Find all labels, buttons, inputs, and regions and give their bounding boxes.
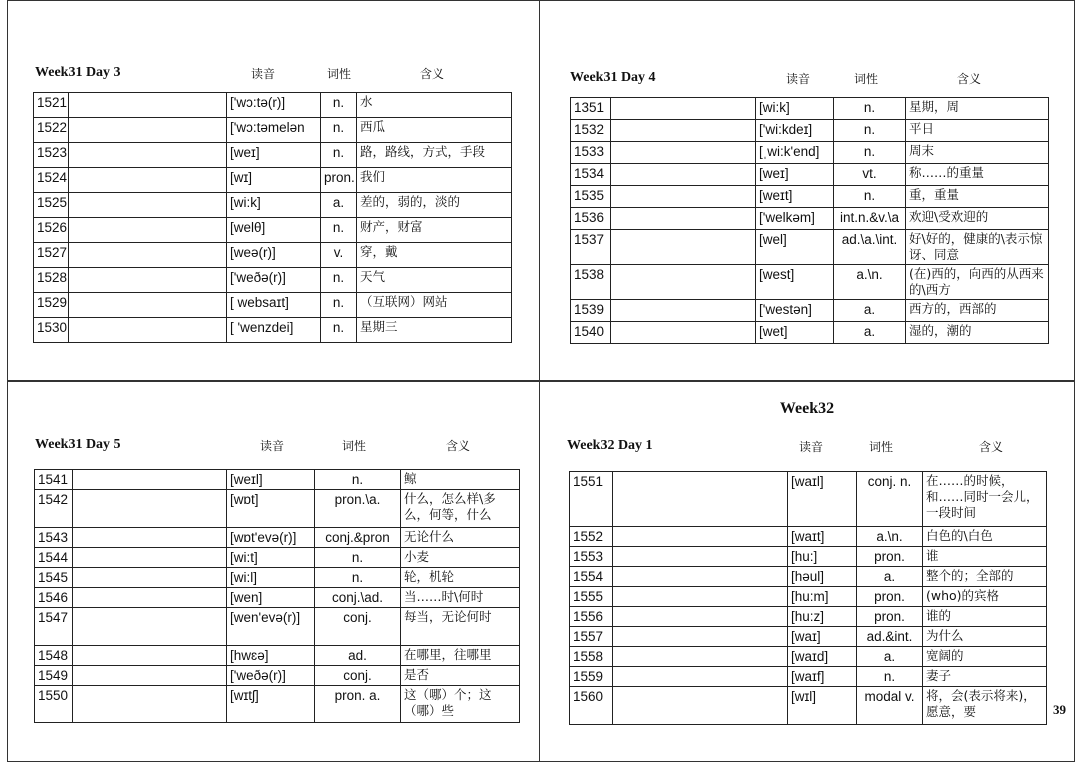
pos-cell: vt.	[834, 164, 906, 186]
meaning-cell: 差的，弱的，淡的	[357, 193, 512, 218]
num-cell: 1559	[570, 667, 613, 687]
ipa-cell: ['weðə(r)]	[227, 666, 315, 686]
meaning-cell: 什么，怎么样\多么，何等，什么	[401, 490, 520, 528]
table-row	[571, 164, 1049, 186]
pos-cell: conj.	[315, 608, 401, 646]
table-row	[35, 548, 520, 568]
pos-cell: ad.&int.	[857, 627, 923, 647]
blank-cell	[69, 243, 227, 268]
table-row	[34, 318, 512, 343]
blank-cell	[611, 98, 756, 120]
table-row	[34, 168, 512, 193]
table-row	[35, 646, 520, 666]
num-cell: 1540	[571, 322, 611, 344]
meaning-cell: (who)的宾格	[923, 587, 1047, 607]
num-cell: 1545	[35, 568, 73, 588]
meaning-cell: 谁	[923, 547, 1047, 567]
table-row	[571, 142, 1049, 164]
pos-cell: n.	[834, 98, 906, 120]
ipa-cell: [welθ]	[227, 218, 321, 243]
meaning-cell: 妻子	[923, 667, 1047, 687]
blank-cell	[73, 666, 227, 686]
pos-cell: pron. a.	[315, 686, 401, 723]
meaning-cell: 整个的；全部的	[923, 567, 1047, 587]
panel-week31-day4	[539, 0, 1075, 381]
blank-cell	[611, 164, 756, 186]
vocab-table	[33, 92, 512, 343]
blank-cell	[69, 268, 227, 293]
pos-cell: modal v.	[857, 687, 923, 725]
pos-cell: conj. n.	[857, 472, 923, 527]
meaning-cell: 西方的，西部的	[906, 300, 1049, 322]
ipa-cell: [wet]	[756, 322, 834, 344]
meaning-cell: 天气	[357, 268, 512, 293]
ipa-cell: ['wɔ:tə(r)]	[227, 93, 321, 118]
pos-cell: int.n.&v.\a	[834, 208, 906, 230]
pos-cell: conj.	[315, 666, 401, 686]
day-title: Week31 Day 5	[35, 437, 121, 452]
blank-cell	[69, 293, 227, 318]
num-cell: 1541	[35, 470, 73, 490]
blank-cell	[69, 143, 227, 168]
blank-cell	[611, 120, 756, 142]
num-cell: 1560	[570, 687, 613, 725]
ipa-cell: [hu:z]	[788, 607, 857, 627]
blank-cell	[73, 548, 227, 568]
pos-cell: n.	[321, 268, 357, 293]
num-cell: 1544	[35, 548, 73, 568]
ipa-cell: [waɪl]	[788, 472, 857, 527]
table-row	[35, 490, 520, 528]
num-cell: 1555	[570, 587, 613, 607]
table-row	[35, 608, 520, 646]
blank-cell	[73, 646, 227, 666]
pron-header: 读音	[251, 67, 276, 81]
meaning-cell: (在)西的，向西的从西来的\西方	[906, 265, 1049, 300]
ipa-cell: [west]	[756, 265, 834, 300]
pos-header: 词性	[869, 440, 894, 454]
header-row	[35, 437, 515, 455]
num-cell: 1550	[35, 686, 73, 723]
table-row	[35, 686, 520, 723]
pos-cell: n.	[834, 186, 906, 208]
num-cell: 1535	[571, 186, 611, 208]
panel-week31-day3	[7, 0, 540, 381]
meaning-cell: 财产，财富	[357, 218, 512, 243]
num-cell: 1522	[34, 118, 69, 143]
header-row	[570, 70, 1050, 88]
num-cell: 1539	[571, 300, 611, 322]
blank-cell	[613, 567, 788, 587]
pos-cell: n.	[321, 318, 357, 343]
meaning-cell: 轮，机轮	[401, 568, 520, 588]
table-row	[570, 547, 1047, 567]
meaning-cell: 无论什么	[401, 528, 520, 548]
pron-header: 读音	[260, 439, 285, 453]
ipa-cell: [wɪtʃ]	[227, 686, 315, 723]
num-cell: 1549	[35, 666, 73, 686]
pos-cell: pron.	[857, 587, 923, 607]
blank-cell	[611, 186, 756, 208]
meaning-cell: 将，会(表示将来)，愿意，要	[923, 687, 1047, 725]
meaning-cell: 水	[357, 93, 512, 118]
meaning-cell: 好\好的，健康的\表示惊讶、同意	[906, 230, 1049, 265]
meaning-cell: 星期三	[357, 318, 512, 343]
blank-cell	[69, 93, 227, 118]
blank-cell	[69, 318, 227, 343]
pos-cell: a.	[857, 647, 923, 667]
table-row	[571, 208, 1049, 230]
blank-cell	[73, 490, 227, 528]
pos-cell: n.	[315, 470, 401, 490]
header-row	[35, 65, 515, 83]
ipa-cell: [wel]	[756, 230, 834, 265]
meaning-cell: 西瓜	[357, 118, 512, 143]
table-row	[571, 186, 1049, 208]
ipa-cell: [wɒt'evə(r)]	[227, 528, 315, 548]
num-cell: 1526	[34, 218, 69, 243]
pos-cell: n.	[321, 143, 357, 168]
meaning-cell: 称……的重量	[906, 164, 1049, 186]
day-title: Week32 Day 1	[567, 438, 653, 453]
ipa-cell: ['westən]	[756, 300, 834, 322]
meaning-cell: 周末	[906, 142, 1049, 164]
blank-cell	[613, 587, 788, 607]
table-row	[34, 118, 512, 143]
meaning-cell: 我们	[357, 168, 512, 193]
table-row	[34, 268, 512, 293]
table-row	[571, 120, 1049, 142]
pos-cell: n.	[834, 120, 906, 142]
num-cell: 1537	[571, 230, 611, 265]
ipa-cell: [həul]	[788, 567, 857, 587]
num-cell: 1557	[570, 627, 613, 647]
num-cell: 1523	[34, 143, 69, 168]
table-row	[35, 666, 520, 686]
ipa-cell: ['welkəm]	[756, 208, 834, 230]
num-cell: 1351	[571, 98, 611, 120]
table-row	[570, 687, 1047, 725]
table-row	[570, 527, 1047, 547]
ipa-cell: ['weðə(r)]	[227, 268, 321, 293]
meaning-cell: 白色的\白色	[923, 527, 1047, 547]
meaning-cell: 当……时\何时	[401, 588, 520, 608]
table-row	[35, 528, 520, 548]
pos-cell: pron.	[857, 547, 923, 567]
blank-cell	[613, 647, 788, 667]
num-cell: 1551	[570, 472, 613, 527]
pos-cell: n.	[321, 118, 357, 143]
table-row	[570, 667, 1047, 687]
meaning-cell: 在哪里，往哪里	[401, 646, 520, 666]
table-row	[570, 587, 1047, 607]
meaning-cell: 重，重量	[906, 186, 1049, 208]
header-row	[567, 438, 1047, 456]
meaning-cell: 是否	[401, 666, 520, 686]
pos-cell: a.	[834, 300, 906, 322]
meaning-cell: 宽阔的	[923, 647, 1047, 667]
blank-cell	[611, 300, 756, 322]
vocab-table	[569, 471, 1047, 725]
num-cell: 1524	[34, 168, 69, 193]
pos-cell: v.	[321, 243, 357, 268]
ipa-cell: [wɪl]	[788, 687, 857, 725]
blank-cell	[611, 265, 756, 300]
blank-cell	[73, 470, 227, 490]
pos-cell: pron.\a.	[315, 490, 401, 528]
num-cell: 1553	[570, 547, 613, 567]
pos-cell: n.	[315, 568, 401, 588]
meaning-header: 含义	[979, 440, 1004, 454]
table-row	[570, 567, 1047, 587]
num-cell: 1538	[571, 265, 611, 300]
num-cell: 1525	[34, 193, 69, 218]
pos-cell: a.	[857, 567, 923, 587]
pos-cell: a.\n.	[834, 265, 906, 300]
table-row	[34, 193, 512, 218]
blank-cell	[611, 322, 756, 344]
blank-cell	[611, 230, 756, 265]
meaning-cell: 平日	[906, 120, 1049, 142]
page-number: 39	[1053, 702, 1066, 717]
blank-cell	[73, 568, 227, 588]
table-row	[35, 470, 520, 490]
pos-header: 词性	[327, 67, 352, 81]
table-row	[570, 607, 1047, 627]
ipa-cell: [waɪt]	[788, 527, 857, 547]
ipa-cell: [hu:]	[788, 547, 857, 567]
pos-cell: a.	[321, 193, 357, 218]
day-title: Week31 Day 4	[570, 70, 656, 85]
table-row	[570, 647, 1047, 667]
meaning-cell: 小麦	[401, 548, 520, 568]
blank-cell	[613, 607, 788, 627]
pos-cell: n.	[321, 93, 357, 118]
ipa-cell: [waɪf]	[788, 667, 857, 687]
ipa-cell: ['wɔ:təmelən	[227, 118, 321, 143]
num-cell: 1527	[34, 243, 69, 268]
ipa-cell: [wɒt]	[227, 490, 315, 528]
pos-cell: n.	[321, 218, 357, 243]
blank-cell	[69, 193, 227, 218]
pos-cell: n.	[321, 293, 357, 318]
table-row	[35, 568, 520, 588]
num-cell: 1543	[35, 528, 73, 548]
ipa-cell: [wen'evə(r)]	[227, 608, 315, 646]
ipa-cell: [ˌwi:k'end]	[756, 142, 834, 164]
panel-week31-day5	[7, 381, 540, 762]
pos-cell: conj.\ad.	[315, 588, 401, 608]
vocab-table	[34, 469, 520, 723]
ipa-cell: [wi:l]	[227, 568, 315, 588]
pos-header: 词性	[342, 439, 367, 453]
meaning-header: 含义	[420, 67, 445, 81]
num-cell: 1548	[35, 646, 73, 666]
pos-cell: ad.	[315, 646, 401, 666]
table-row	[571, 230, 1049, 265]
table-row	[34, 243, 512, 268]
pos-cell: a.	[834, 322, 906, 344]
meaning-cell: 每当，无论何时	[401, 608, 520, 646]
blank-cell	[73, 528, 227, 548]
num-cell: 1528	[34, 268, 69, 293]
blank-cell	[611, 142, 756, 164]
week-title: Week32	[779, 400, 835, 417]
ipa-cell: [wi:k]	[227, 193, 321, 218]
num-cell: 1546	[35, 588, 73, 608]
ipa-cell: [wi:t]	[227, 548, 315, 568]
pos-cell: n.	[857, 667, 923, 687]
ipa-cell: [waɪ]	[788, 627, 857, 647]
table-row	[570, 472, 1047, 527]
blank-cell	[613, 627, 788, 647]
num-cell: 1529	[34, 293, 69, 318]
vocab-table	[570, 97, 1049, 344]
ipa-cell: [wen]	[227, 588, 315, 608]
num-cell: 1534	[571, 164, 611, 186]
blank-cell	[73, 686, 227, 723]
meaning-cell: 穿，戴	[357, 243, 512, 268]
num-cell: 1536	[571, 208, 611, 230]
num-cell: 1542	[35, 490, 73, 528]
table-row	[571, 265, 1049, 300]
meaning-header: 含义	[446, 439, 471, 453]
ipa-cell: [weə(r)]	[227, 243, 321, 268]
table-row	[34, 143, 512, 168]
num-cell: 1558	[570, 647, 613, 667]
ipa-cell: [wi:k]	[756, 98, 834, 120]
pos-cell: n.	[834, 142, 906, 164]
ipa-cell: [hu:m]	[788, 587, 857, 607]
blank-cell	[611, 208, 756, 230]
day-title: Week31 Day 3	[35, 65, 121, 80]
pos-cell: a.\n.	[857, 527, 923, 547]
num-cell: 1530	[34, 318, 69, 343]
pos-cell: ad.\a.\int.	[834, 230, 906, 265]
num-cell: 1554	[570, 567, 613, 587]
blank-cell	[613, 547, 788, 567]
meaning-cell: 谁的	[923, 607, 1047, 627]
meaning-cell: 这（哪）个；这（哪）些	[401, 686, 520, 723]
blank-cell	[73, 608, 227, 646]
table-row	[571, 300, 1049, 322]
ipa-cell: [weɪ]	[227, 143, 321, 168]
meaning-cell: （互联网）网站	[357, 293, 512, 318]
pos-header: 词性	[854, 72, 879, 86]
table-row	[34, 93, 512, 118]
num-cell: 1547	[35, 608, 73, 646]
blank-cell	[73, 588, 227, 608]
meaning-cell: 欢迎\受欢迎的	[906, 208, 1049, 230]
ipa-cell: [weɪl]	[227, 470, 315, 490]
pos-cell: n.	[315, 548, 401, 568]
num-cell: 1552	[570, 527, 613, 547]
pron-header: 读音	[786, 72, 811, 86]
meaning-cell: 湿的，潮的	[906, 322, 1049, 344]
ipa-cell: [weɪt]	[756, 186, 834, 208]
num-cell: 1521	[34, 93, 69, 118]
meaning-cell: 星期，周	[906, 98, 1049, 120]
meaning-cell: 鲸	[401, 470, 520, 490]
blank-cell	[613, 527, 788, 547]
table-row	[34, 218, 512, 243]
pos-cell: pron.	[321, 168, 357, 193]
ipa-cell: ['wi:kdeɪ]	[756, 120, 834, 142]
ipa-cell: [waɪd]	[788, 647, 857, 667]
pos-cell: pron.	[857, 607, 923, 627]
panel-week32-day1	[539, 381, 1075, 762]
table-row	[570, 627, 1047, 647]
num-cell: 1533	[571, 142, 611, 164]
num-cell: 1556	[570, 607, 613, 627]
num-cell: 1532	[571, 120, 611, 142]
pron-header: 读音	[799, 440, 824, 454]
pos-cell: conj.&pron	[315, 528, 401, 548]
table-row	[34, 293, 512, 318]
table-row	[571, 322, 1049, 344]
blank-cell	[613, 472, 788, 527]
blank-cell	[69, 218, 227, 243]
meaning-cell: 为什么	[923, 627, 1047, 647]
ipa-cell: [weɪ]	[756, 164, 834, 186]
ipa-cell: [wɪ]	[227, 168, 321, 193]
meaning-cell: 路，路线，方式，手段	[357, 143, 512, 168]
table-row	[571, 98, 1049, 120]
meaning-header: 含义	[957, 72, 982, 86]
blank-cell	[69, 168, 227, 193]
ipa-cell: [ 'wenzdei]	[227, 318, 321, 343]
blank-cell	[613, 667, 788, 687]
meaning-cell: 在……的时候，和……同时一会儿，一段时间	[923, 472, 1047, 527]
table-row	[35, 588, 520, 608]
ipa-cell: [ websaɪt]	[227, 293, 321, 318]
blank-cell	[69, 118, 227, 143]
ipa-cell: [hwɛə]	[227, 646, 315, 666]
blank-cell	[613, 687, 788, 725]
